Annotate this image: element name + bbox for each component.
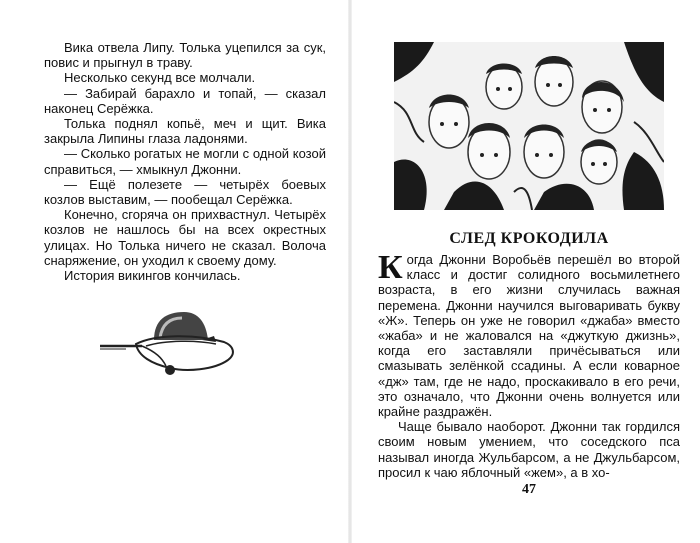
paragraph: Толька поднял копьё, меч и щит. Вика закрыла Липины глаза ладонями. xyxy=(44,116,326,147)
right-page-text xyxy=(378,249,680,480)
paragraph: — Забирай барахло и топай, — сказал наконец Серёжка. xyxy=(44,85,326,116)
paragraph: Конечно, сгоряча он прихвастнул. Четырёх козлов не нашлось бы на всех окрестных улицах. Но Толька ничего не сказал. Волоча снаряжение, он уходил к своему дому. xyxy=(44,207,326,268)
paragraph-text: огда Джонни Воробьёв перешёл во второй класс и достиг солидного восьмилетнего возраста, в его жизни случилась важная перемена. Джонни научился выговаривать букву «Ж». Теперь он уже не говорил «джаба» вместо «жаба» и не жаловался на «джуткую джизнь», когда его заставляли причёсываться или смазывать зелёнкой ссадины. А если коварное «дж» там, где не надо, проскакивало в его речи, это означало, что Джонни очень волнуется или крайне раздражён. xyxy=(378,252,680,420)
paragraph: Чаще бывало наоборот. Джонни так гордился своим новым умением, что соседского пса называл иногда Жульбарсом, а не Джульбарсом, просил к чаю яблочный «жем», а в хо- xyxy=(378,419,680,480)
paragraph: Вика отвела Липу. Толька уцепился за сук, повис и прыгнул в траву. xyxy=(44,40,326,71)
page-number: 47 xyxy=(522,482,536,497)
right-page xyxy=(350,0,700,543)
chapter-title: СЛЕД КРОКОДИЛА xyxy=(449,230,609,247)
hat-illustration xyxy=(96,300,246,380)
paragraph-with-dropcap xyxy=(378,249,680,420)
dropcap-letter: К xyxy=(378,249,403,286)
paragraph: Несколько секунд все молчали. xyxy=(64,70,256,86)
children-in-foliage-illustration xyxy=(394,42,664,210)
paragraph: — Ещё полезете — четырёх боевых козлов выставим, — пообещал Серёжка. xyxy=(44,176,326,208)
paragraph: — Сколько рогатых не могли с одной козой справиться, — хмыкнул Джонни. xyxy=(44,146,326,177)
left-page-text xyxy=(44,40,326,283)
paragraph: История викингов кончилась. xyxy=(64,268,241,284)
